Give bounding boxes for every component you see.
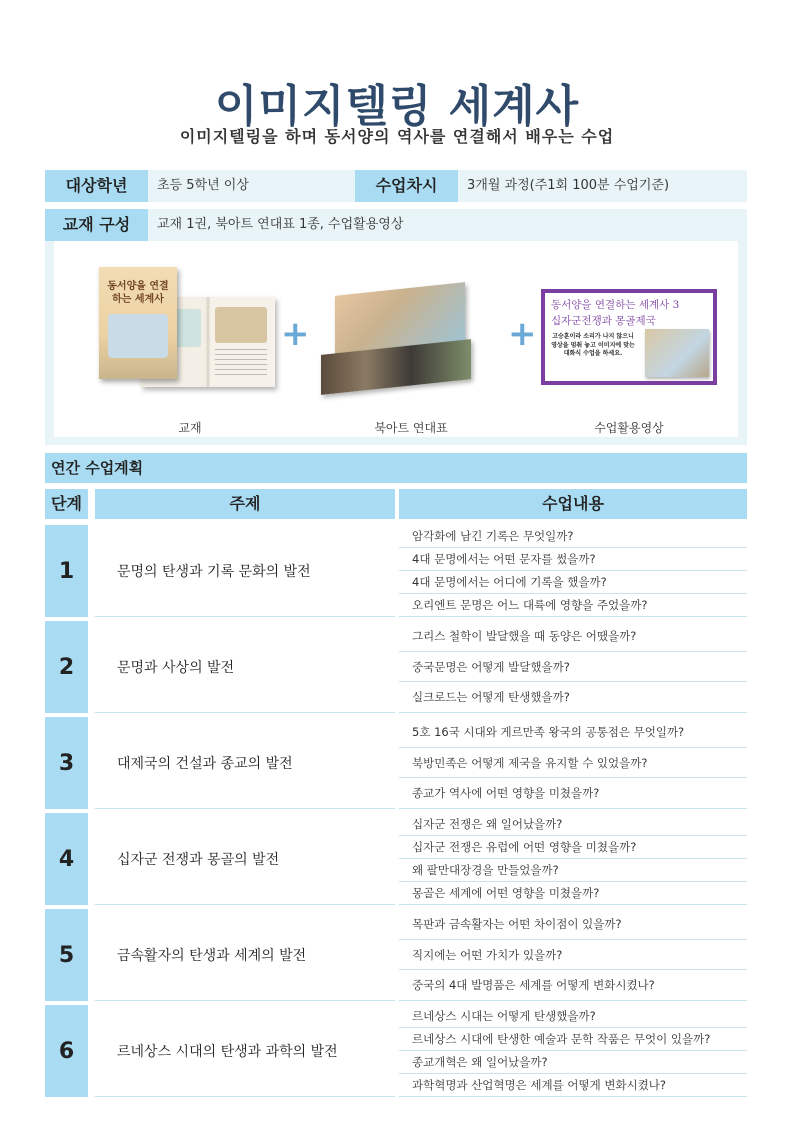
stage-questions — [399, 909, 747, 1001]
stage-questions — [399, 813, 747, 905]
stage-questions — [399, 1005, 747, 1097]
book-cover-map — [108, 314, 168, 358]
question-item: 종교가 역사에 어떤 영향을 미쳤을까? — [399, 778, 747, 809]
materials-value: 교재 1권, 북아트 연대표 1종, 수업활용영상 — [157, 217, 404, 232]
question-item: 몽골은 세계에 어떤 영향을 미쳤을까? — [399, 882, 747, 905]
book-picture-illustration — [215, 307, 267, 343]
course-info-row — [45, 170, 747, 202]
question-item: 실크로드는 어떻게 탄생했을까? — [399, 682, 747, 713]
question-item: 왜 팔만대장경을 만들었을까? — [399, 859, 747, 882]
textbook-image — [91, 267, 279, 387]
question-item: 르네상스 시대에 탄생한 예술과 문학 작품은 무엇이 있을까? — [399, 1028, 747, 1051]
schedule-label: 수업차시 — [355, 170, 458, 202]
stage-topic: 십자군 전쟁과 몽골의 발전 — [95, 813, 395, 905]
lesson-video-image — [541, 289, 717, 385]
question-item: 그리스 철학이 발달했을 때 동양은 어땠을까? — [399, 621, 747, 652]
video-title-1: 동서양을 연결하는 세계사 3 — [551, 299, 680, 311]
caption-textbook: 교재 — [178, 421, 202, 435]
stage-questions — [399, 717, 747, 809]
stage-questions — [399, 621, 747, 713]
video-description: 고승훈이라 소리가 나지 않으니 영상을 멈춰 놓고 이미지에 맞는 대화식 수업을 하세요. — [551, 333, 635, 358]
stage-topic: 문명의 탄생과 기록 문화의 발전 — [95, 525, 395, 617]
question-item: 중국의 4대 발명품은 세계를 어떻게 변화시켰나? — [399, 970, 747, 1001]
materials-images-box — [54, 241, 738, 437]
stage-number: 6 — [45, 1005, 88, 1097]
question-item: 암각화에 남긴 기록은 무엇일까? — [399, 525, 747, 548]
target-grade-value: 초등 5학년 이상 — [157, 178, 249, 193]
materials-section — [45, 209, 747, 445]
page-subtitle: 이미지텔링을 하며 동서양의 역사를 연결해서 배우는 수업 — [179, 127, 615, 146]
question-item: 4대 문명에서는 어디에 기록을 했을까? — [399, 571, 747, 594]
question-item: 종교개혁은 왜 일어났을까? — [399, 1051, 747, 1074]
plus-sign-1: + — [281, 314, 310, 354]
book-text-lines — [215, 349, 267, 379]
question-item: 과학혁명과 산업혁명은 세계를 어떻게 변화시켰나? — [399, 1074, 747, 1097]
page-title: 이미지텔링 세계사 — [214, 81, 580, 132]
stage-number: 1 — [45, 525, 88, 617]
stage-topic: 금속활자의 탄생과 세계의 발전 — [95, 909, 395, 1001]
annual-plan-header: 연간 수업계획 — [45, 453, 747, 483]
stage-topic: 르네상스 시대의 탄생과 과학의 발전 — [95, 1005, 395, 1097]
stage-topic: 대제국의 건설과 종교의 발전 — [95, 717, 395, 809]
book-cover — [99, 267, 177, 379]
question-item: 목판과 금속활자는 어떤 차이점이 있을까? — [399, 909, 747, 940]
question-item: 직지에는 어떤 가치가 있을까? — [399, 940, 747, 971]
stage-number: 3 — [45, 717, 88, 809]
caption-lesson-video: 수업활용영상 — [594, 421, 664, 435]
book-cover-title: 동서양을 연결하는 세계사 — [107, 281, 169, 305]
video-book-thumbnail — [645, 329, 709, 377]
question-item: 오리엔트 문명은 어느 대륙에 영향을 주었을까? — [399, 594, 747, 617]
stage-topic: 문명과 사상의 발전 — [95, 621, 395, 713]
target-grade-label: 대상학년 — [45, 170, 148, 202]
question-item: 십자군 전쟁은 왜 일어났을까? — [399, 813, 747, 836]
stage-number: 2 — [45, 621, 88, 713]
stage-number: 5 — [45, 909, 88, 1001]
question-item: 4대 문명에서는 어떤 문자를 썼을까? — [399, 548, 747, 571]
column-header-stage: 단계 — [45, 489, 88, 519]
bookart-timeline-image — [321, 285, 471, 397]
column-header-topic: 주제 — [95, 489, 395, 519]
question-item: 르네상스 시대는 어떻게 탄생했을까? — [399, 1005, 747, 1028]
stage-number: 4 — [45, 813, 88, 905]
materials-label: 교재 구성 — [45, 209, 148, 241]
question-item: 중국문명은 어떻게 발달했을까? — [399, 652, 747, 683]
question-item: 5호 16국 시대와 게르만족 왕국의 공통점은 무엇일까? — [399, 717, 747, 748]
plus-sign-2: + — [508, 314, 537, 354]
schedule-value: 3개월 과정(주1회 100분 수업기준) — [467, 178, 670, 193]
video-title-2: 십자군전쟁과 몽골제국 — [551, 315, 656, 327]
question-item: 십자군 전쟁은 유럽에 어떤 영향을 미쳤을까? — [399, 836, 747, 859]
column-header-content: 수업내용 — [399, 489, 747, 519]
caption-bookart-timeline: 북아트 연대표 — [374, 421, 448, 435]
stage-questions — [399, 525, 747, 617]
question-item: 북방민족은 어떻게 제국을 유지할 수 있었을까? — [399, 748, 747, 779]
